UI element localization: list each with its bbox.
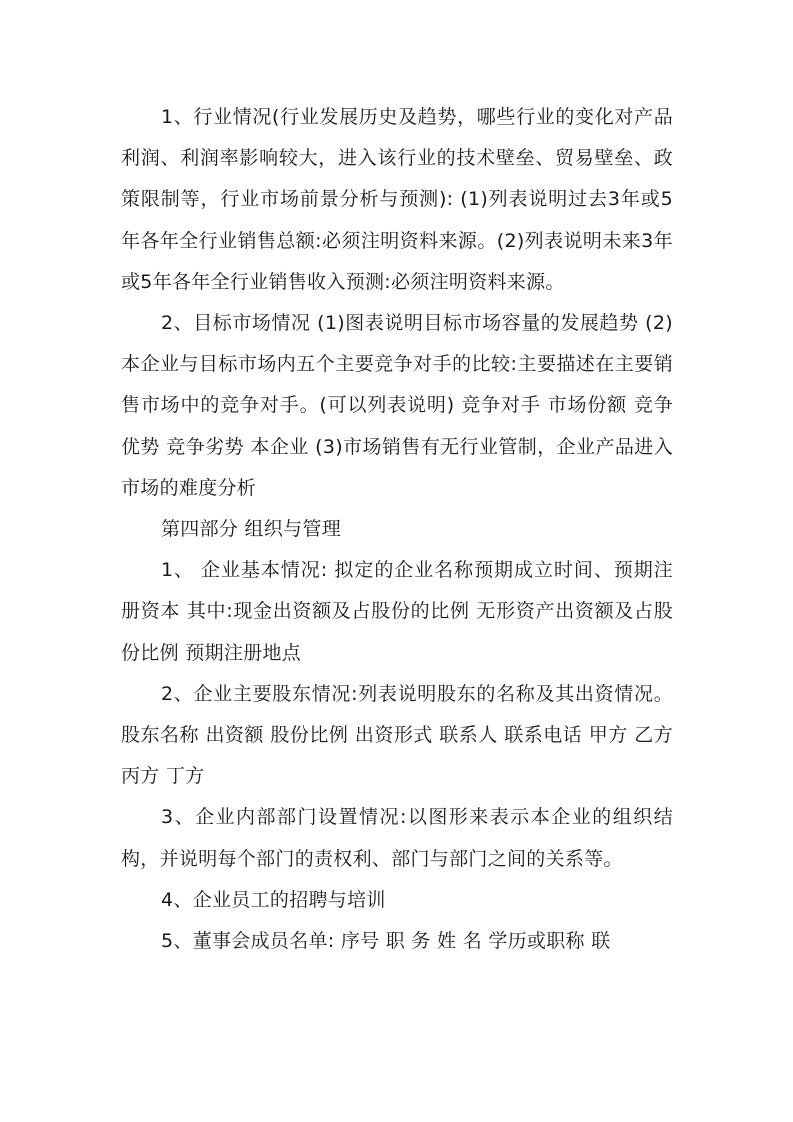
paragraph-target-market: 2、目标市场情况 (1)图表说明目标市场容量的发展趋势 (2)本企业与目标市场内五个主要竞争对手的比较:主要描述在主要销售市场中的竞争对手。(可以列表说明) 竞争对手 市场份额 竞争优势 竞争劣势 本企业 (3)市场销售有无行业管制，企业产品进入市场的难度分析 — [121, 312, 673, 499]
paragraph-board-members: 5、董事会成员名单: 序号 职 务 姓 名 学历或职称 联 — [161, 930, 611, 953]
section-heading-part-four: 第四部分 组织与管理 — [161, 518, 342, 541]
paragraph-internal-departments: 3、企业内部部门设置情况:以图形来表示本企业的组织结构，并说明每个部门的责权利、部门与部门之间的关系等。 — [121, 806, 673, 870]
paragraph-company-basic-info: 1、 企业基本情况: 拟定的企业名称预期成立时间、预期注册资本 其中:现金出资额及占股份的比例 无形资产出资额及占股份比例 预期注册地点 — [121, 559, 673, 664]
paragraph-main-shareholders: 2、企业主要股东情况:列表说明股东的名称及其出资情况。 股东名称 出资额 股份比例 出资形式 联系人 联系电话 甲方 乙方 丙方 丁方 — [121, 682, 673, 788]
paragraph-industry-situation: 1、行业情况(行业发展历史及趋势，哪些行业的变化对产品利润、利润率影响较大，进入该行业的技术壁垒、贸易壁垒、政策限制等，行业市场前景分析与预测): (1)列表说明过去3年或5年各年全行业销售总额:必须注明资料来源。(2)列表说明未来3年或5年各年全行业销售收入预测:必须注明资料来源。 — [121, 106, 673, 293]
document-body — [121, 97, 673, 962]
paragraph-staff-recruitment: 4、企业员工的招聘与培训 — [161, 888, 386, 911]
